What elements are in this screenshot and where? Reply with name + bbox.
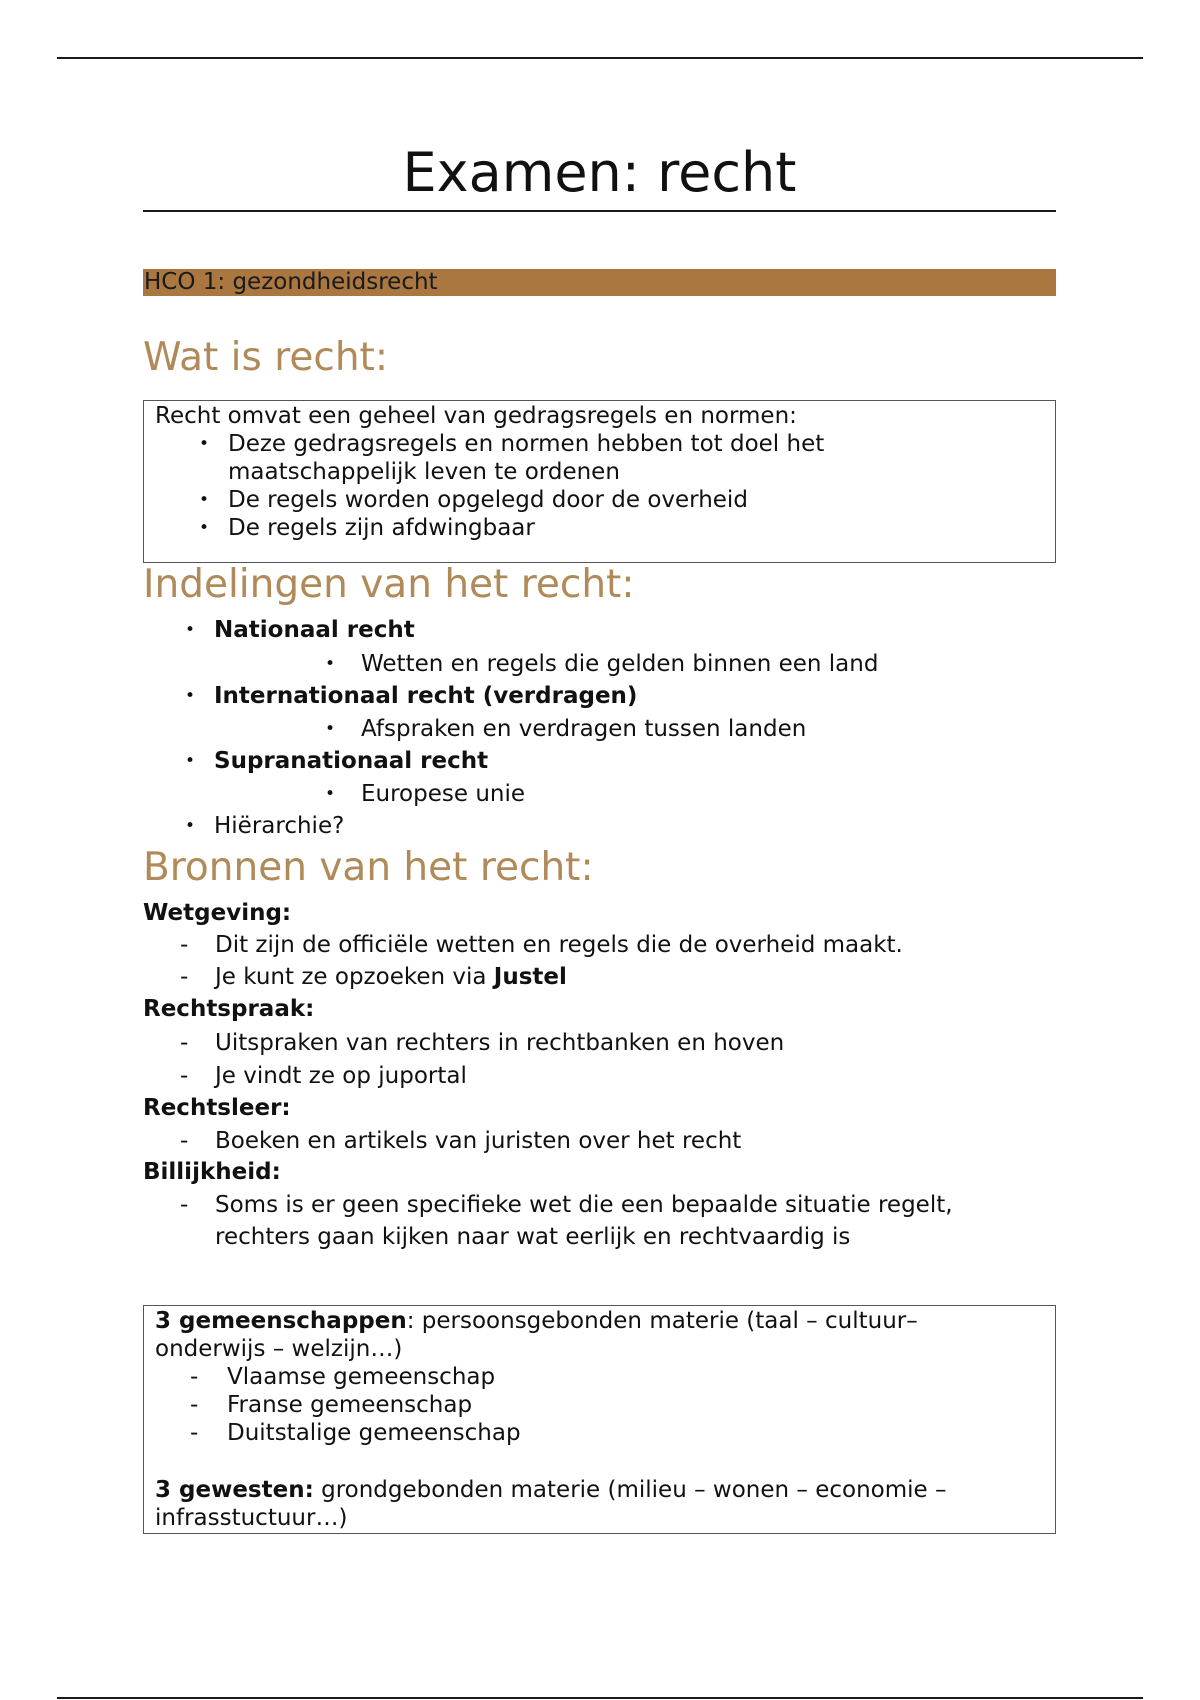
dash-marker: -: [190, 1392, 199, 1418]
page-bottom-rule: [57, 1697, 1143, 1699]
sub-bullet-icon: •: [325, 719, 336, 739]
bron-rechtspraak-label: Rechtspraak:: [143, 996, 315, 1022]
bron-wetgeving-line1: Dit zijn de officiële wetten en regels die de overheid maakt.: [215, 932, 903, 958]
indeling-internationaal: Internationaal recht (verdragen): [214, 683, 638, 709]
bron-billijkheid-line2: rechters gaan kijken naar wat eerlijk en rechtvaardig is: [215, 1224, 851, 1250]
gewesten-line1: [155, 1476, 946, 1504]
page-title: Examen: recht: [402, 141, 797, 204]
dash-marker: -: [180, 1030, 189, 1056]
bron-wetgeving-label: Wetgeving:: [143, 900, 292, 926]
indeling-supranationaal-sub: Europese unie: [361, 781, 526, 807]
heading-bronnen: Bronnen van het recht:: [143, 845, 594, 890]
indeling-supranationaal: Supranationaal recht: [214, 748, 489, 774]
heading-indelingen: Indelingen van het recht:: [143, 562, 635, 607]
definition-bullet-3: De regels zijn afdwingbaar: [228, 515, 535, 541]
gemeenschap-duitstalig: Duitstalige gemeenschap: [227, 1420, 521, 1446]
gewesten-line2: infrasstuctuur…): [155, 1505, 348, 1531]
dash-marker: -: [190, 1420, 199, 1446]
heading-wat-is-recht: Wat is recht:: [143, 335, 388, 380]
bullet-icon: •: [199, 490, 210, 510]
bron-rechtsleer-label: Rechtsleer:: [143, 1095, 291, 1121]
bron-rechtspraak-line2: Je vindt ze op juportal: [215, 1063, 467, 1089]
sub-bullet-icon: •: [325, 784, 336, 804]
definition-intro: Recht omvat een geheel van gedragsregels en normen:: [155, 403, 797, 429]
bron-rechtsleer-line1: Boeken en artikels van juristen over het recht: [215, 1128, 742, 1154]
gemeenschap-vlaams: Vlaamse gemeenschap: [227, 1364, 496, 1390]
definition-bullet-1-cont: maatschappelijk leven te ordenen: [228, 459, 620, 485]
gemeenschappen-line1: [155, 1307, 918, 1335]
indeling-nationaal-sub: Wetten en regels die gelden binnen een land: [361, 651, 879, 677]
gemeenschappen-line2: onderwijs – welzijn…): [155, 1336, 403, 1362]
gewesten-desc: grondgebonden materie (milieu – wonen – economie –: [313, 1477, 947, 1503]
dash-marker: -: [180, 1063, 189, 1089]
bullet-icon: •: [185, 816, 196, 836]
gemeenschappen-box: [143, 1305, 1056, 1534]
sub-bullet-icon: •: [325, 654, 336, 674]
dash-marker: -: [180, 964, 189, 990]
bron-rechtspraak-line1: Uitspraken van rechters in rechtbanken en hoven: [215, 1030, 785, 1056]
dash-marker: -: [180, 1128, 189, 1154]
bron-wetgeving-line2-text: Je kunt ze opzoeken via: [215, 964, 494, 990]
bullet-icon: •: [199, 434, 210, 454]
gemeenschappen-desc: : persoonsgebonden materie (taal – cultuur–: [406, 1308, 918, 1334]
gemeenschappen-term: 3 gemeenschappen: [155, 1308, 407, 1334]
bullet-icon: •: [199, 518, 210, 538]
definition-bullet-2: De regels worden opgelegd door de overheid: [228, 487, 748, 513]
bron-wetgeving-line2: [215, 963, 567, 991]
definition-bullet-1: Deze gedragsregels en normen hebben tot doel het: [228, 431, 825, 457]
dash-marker: -: [180, 932, 189, 958]
dash-marker: -: [190, 1364, 199, 1390]
hco-section-bar: HCO 1: gezondheidsrecht: [143, 269, 1056, 296]
definition-box: [143, 400, 1056, 563]
indeling-internationaal-sub: Afspraken en verdragen tussen landen: [361, 716, 807, 742]
page-top-rule: [57, 57, 1143, 59]
bullet-icon: •: [185, 751, 196, 771]
gewesten-term: 3 gewesten:: [155, 1477, 314, 1503]
bron-billijkheid-line1: Soms is er geen specifieke wet die een bepaalde situatie regelt,: [215, 1192, 953, 1218]
justel-term: Justel: [493, 964, 567, 990]
indeling-hierarchie: Hiërarchie?: [214, 813, 345, 839]
bullet-icon: •: [185, 620, 196, 640]
title-underline: [143, 210, 1056, 212]
indeling-nationaal: Nationaal recht: [214, 617, 415, 643]
dash-marker: -: [180, 1192, 189, 1218]
gemeenschap-frans: Franse gemeenschap: [227, 1392, 473, 1418]
bullet-icon: •: [185, 686, 196, 706]
bron-billijkheid-label: Billijkheid:: [143, 1159, 281, 1185]
